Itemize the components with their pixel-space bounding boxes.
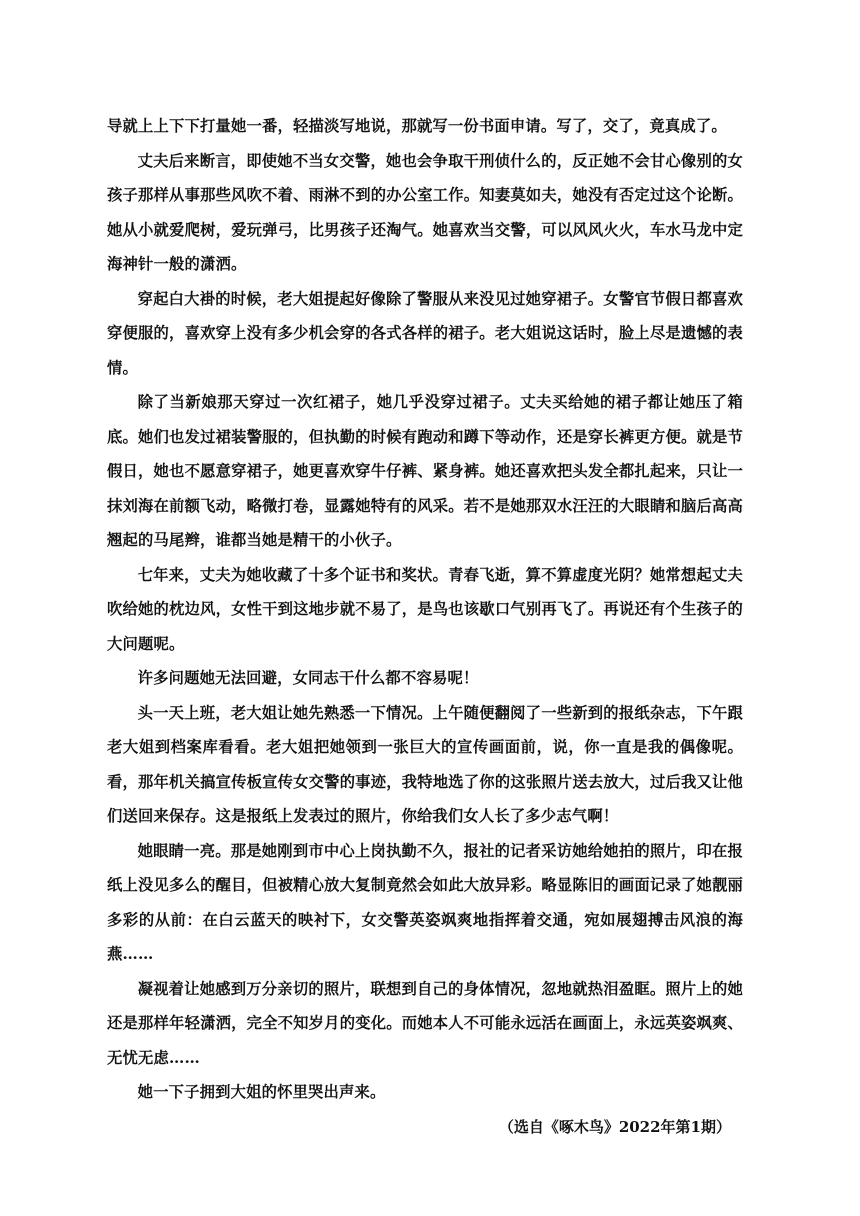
- paragraph-10: 她一下子拥到大姐的怀里哭出声来。: [137, 1083, 386, 1101]
- paragraph-6: 许多问题她无法回避，女同志干什么都不容易呢！: [137, 669, 479, 687]
- paragraph-5: 七年来，丈夫为她收藏了十多个证书和奖状。青春飞逝，算不算虚度光阴？她常想起丈夫吹给她的枕边风，女性干到这地步就不易了，是鸟也该歇口气别再飞了。再说还有个生孩子的大问题呢。: [107, 565, 743, 653]
- paragraph-1: 导就上上下下打量她一番，轻描淡写地说，那就写一份书面申请。写了，交了，竟真成了。: [107, 117, 727, 135]
- paragraph-7: 头一天上班，老大姐让她先熟悉一下情况。上午随便翻阅了一些新到的报纸杂志，下午跟老大姐到档案库看看。老大姐把她领到一张巨大的宣传画面前，说，你一直是我的偶像呢。看，那年机关搞宣传板宣传女交警的事迹，我特地选了你的这张照片送去放大，过后我又让他们送回来保存。这是报纸上发表过的照片，你给我们女人长了多少志气啊！: [107, 703, 743, 825]
- paragraph-3: 穿起白大褂的时候，老大姐提起好像除了警服从来没见过她穿裙子。女警官节假日都喜欢穿便服的，喜欢穿上没有多少机会穿的各式各样的裙子。老大姐说这话时，脸上尽是遗憾的表情。: [107, 289, 743, 377]
- paragraph-4: 除了当新娘那天穿过一次红裙子，她几乎没穿过裙子。丈夫买给她的裙子都让她压了箱底。她们也发过裙装警服的，但执勤的时候有跑动和蹲下等动作，还是穿长裤更方便。就是节假日，她也不愿意穿裙子，她更喜欢穿牛仔裤、紧身裤。她还喜欢把头发全都扎起来，只让一抹刘海在前额飞动，略微打卷，显露她特有的风采。若不是她那双水汪汪的大眼睛和脑后高高翘起的马尾辫，谁都当她是精干的小伙子。: [107, 393, 743, 549]
- paragraph-9: 凝视着让她感到万分亲切的照片，联想到自己的身体情况，忽地就热泪盈眶。照片上的她还是那样年轻潇洒，完全不知岁月的变化。而她本人不可能永远活在画面上，永远英姿飒爽、无忧无虑……: [107, 979, 743, 1067]
- source-citation: （选自《啄木鸟》2022年第1期）: [498, 1117, 731, 1136]
- article-body: [107, 109, 743, 1144]
- paragraph-2: 丈夫后来断言，即使她不当女交警，她也会争取干刑侦什么的，反正她不会甘心像别的女孩子那样从事那些风吹不着、雨淋不到的办公室工作。知妻莫如夫，她没有否定过这个论断。她从小就爱爬树，爱玩弹弓，比男孩子还淘气。她喜欢当交警，可以风风火火，车水马龙中定海神针一般的潇洒。: [107, 151, 743, 273]
- paragraph-8: 她眼睛一亮。那是她刚到市中心上岗执勤不久，报社的记者采访她给她拍的照片，印在报纸上没见多么的醒目，但被精心放大复制竟然会如此大放异彩。略显陈旧的画面记录了她靓丽多彩的从前：在白云蓝天的映衬下，女交警英姿飒爽地指挥着交通，宛如展翅搏击风浪的海燕……: [107, 841, 743, 963]
